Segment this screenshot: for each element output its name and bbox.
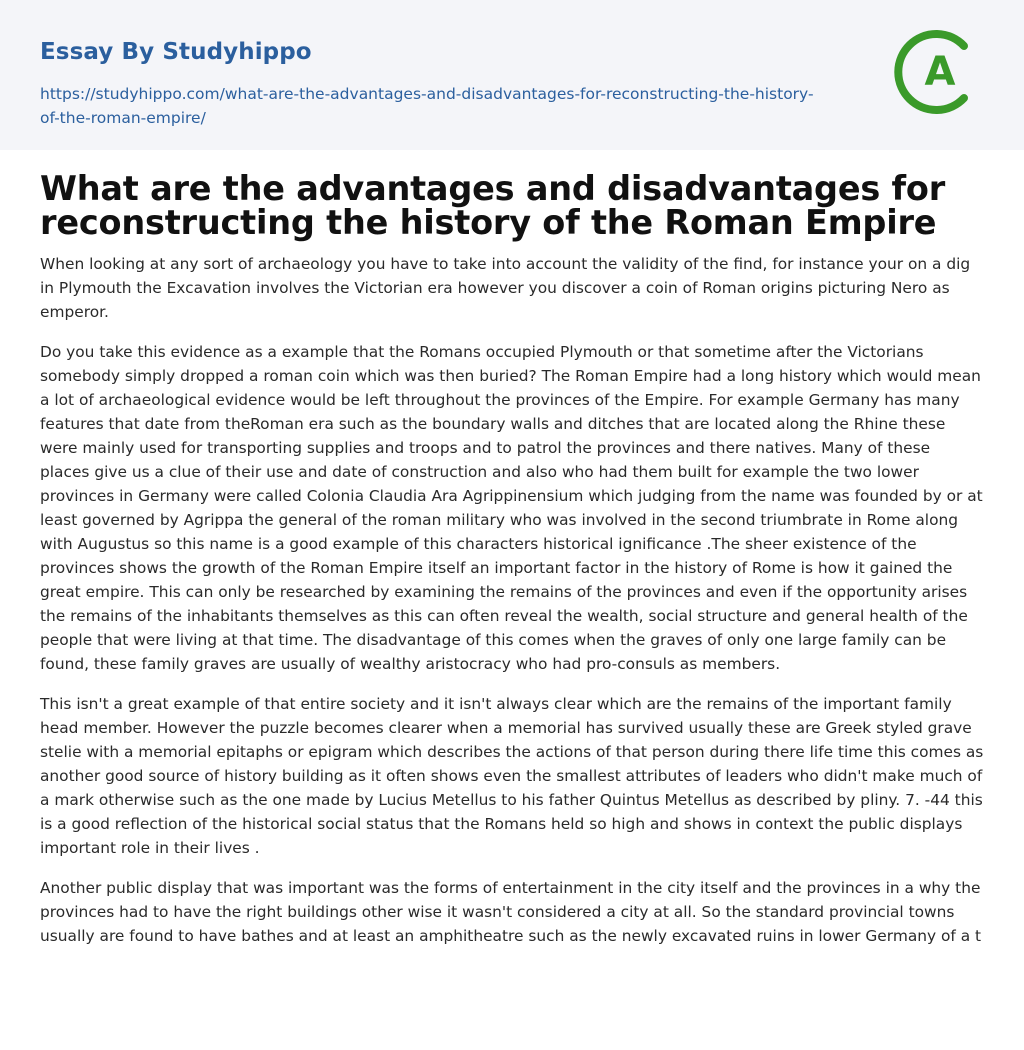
paragraph-3: This isn't a great example of that entire society and it isn't always clear which are the remains of the important family head member. However the puzzle becomes clearer when a memorial has survived usually these are Greek styled grave stelie with a memorial epitaphs or epigram which describes the actions of that person during there life time this comes as another good source of history building as it often shows even the smallest attributes of leaders who didn't make much of a mark otherwise such as the one made by Lucius Metellus to his father Quintus Metellus as described by pliny. 7. -44 this is a good reflection of the historical social status that the Romans held so high and shows in context the public displays important role in their lives . xyxy=(40,695,984,857)
site-header xyxy=(0,0,1024,150)
paragraph-1: When looking at any sort of archaeology you have to take into account the validity of the find, for instance your on a dig in Plymouth the Excavation involves the Victorian era however you discover a coin of Roman origins picturing Nero as emperor. xyxy=(40,255,971,321)
paragraph-2: Do you take this evidence as a example that the Romans occupied Plymouth or that sometime after the Victorians somebody simply dropped a roman coin which was then buried? The Roman Empire had a long history which would mean a lot of archaeological evidence would be left throughout the provinces of the Empire. For example Germany has many features that date from theRoman era such as the boundary walls and ditches that are located along the Rhine these were mainly used for transporting supplies and troops and to patrol the provinces and there natives. Many of these places give us a clue of their use and date of construction and also who had them built for example the two lower provinces in Germany were called Colonia Claudia Ara Agrippinensium which judging from the name was founded by or at least governed by Agrippa the general of the roman military who was involved in the second triumbrate in Rome along with Augustus so this name is a good example of this characters historical ignificance .The sheer existence of the provinces shows the growth of the Roman Empire itself an important factor in the history of Rome is how it gained the great empire. This can only be researched by examining the remains of the provinces and even if the opportunity arises the remains of the inhabitants themselves as this can often reveal the wealth, social structure and general health of the people that were living at that time. The disadvantage of this comes when the graves of only one large family can be found, these family graves are usually of wealthy aristocracy who had pro-consuls as members. xyxy=(40,343,983,673)
source-url-link[interactable]: https://studyhippo.com/what-are-the-advantages-and-disadvantages-for-reconstructing-the-history-of-the-roman-empire/ xyxy=(40,85,814,127)
article xyxy=(0,169,1024,948)
paragraph-4: Another public display that was important was the forms of entertainment in the city itself and the provinces in a why the provinces had to have the right buildings other wise it wasn't considered a city at all. So the standard provincial towns usually are found to have bathes and at least an amphitheatre such as the newly excavated ruins in lower Germany of a t xyxy=(40,879,982,945)
page-title: What are the advantages and disadvantages for reconstructing the history of the Roman Empire xyxy=(40,169,946,242)
studyhippo-logo-icon[interactable] xyxy=(894,26,986,118)
brand-title[interactable]: Essay By Studyhippo xyxy=(40,39,312,65)
logo-letter: A xyxy=(924,49,956,95)
